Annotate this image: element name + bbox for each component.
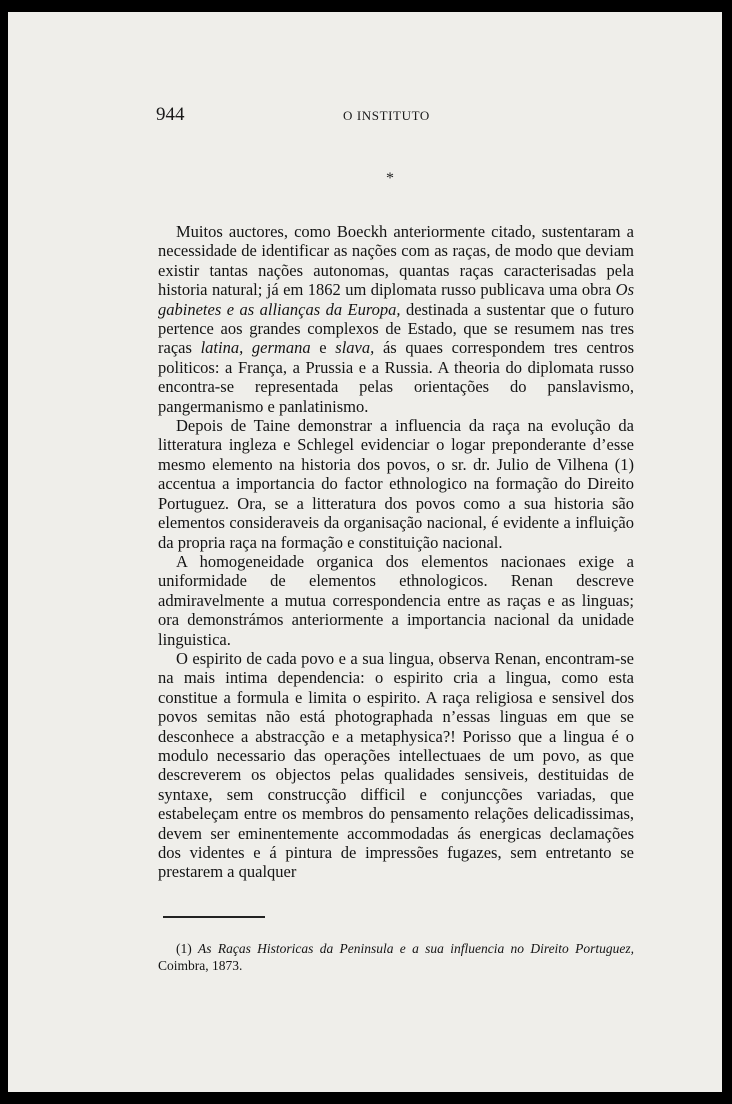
paragraph — [158, 649, 634, 882]
body-text — [158, 222, 634, 882]
italic-text: Os gabinetes e as allianças da Europa, — [158, 280, 634, 319]
text-run: destinada a sustentar que o futuro pertence aos grandes complexos de Estado, que se resumem nas tres raças — [158, 299, 634, 358]
paragraph — [158, 222, 634, 416]
footnote — [158, 940, 634, 974]
text-run: Muitos auctores, como Boeckh anteriormente citado, sustentaram a necessidade de identificar as nações com as raças, de modo que deviam existir tantas nações autonomas, quantas raças caracterisadas pela historia natural; já em 1862 um diplomata russo publicava uma obra — [158, 222, 634, 300]
book-page — [8, 12, 722, 1092]
text-run: e — [310, 338, 336, 358]
footnote-divider — [163, 916, 265, 918]
paragraph — [158, 552, 634, 649]
page-number: 944 — [156, 104, 185, 125]
text-run: Depois de Taine demonstrar a influencia da raça na evolução da litteratura ingleza e Schlegel evidenciar o logar preponderante d’esse mesmo elemento na historia dos povos, o sr. dr. Julio de Vilhena (1) accentua a importancia do factor ethnologico na formação do Direito Portuguez. Ora, se a litteratura dos povos como a sua historia são elementos consideraveis da organisação nacional, é evidente a influição da propria raça na formação e constituição nacional. — [158, 416, 634, 552]
text-run: (1) — [176, 941, 199, 956]
paragraph — [158, 416, 634, 552]
running-title: O INSTITUTO — [343, 108, 430, 123]
italic-text: slava, — [335, 338, 375, 358]
section-asterisk: * — [386, 170, 394, 187]
text-run: A homogeneidade organica dos elementos nacionaes exige a uniformidade de elementos ethnologicos. Renan descreve admiravelmente a mutua correspondencia entre as raças e as linguas; ora demonstrámos anteriormente a importancia nacional da unidade linguistica. — [158, 551, 634, 649]
text-run: O espirito de cada povo e a sua lingua, observa Renan, encontram-se na mais intima dependencia: o espirito cria a lingua, como esta constitue a formula e limita o espirito. A raça religiosa e sensivel dos povos semitas não está photographada n’essas linguas em que se desconhece a abstracção e a metaphysica?! Porisso que a lingua é o modulo necessario das operações intellectuaes de um povo, as que descreverem os objectos pelas qualidades sensiveis, destituidas de syntaxe, sem construcção difficil e conjuncções variadas, que estabeleçam entre os membros do pensamento relações delicadissimas, devem ser eminentemente accommodadas ás energicas declamações dos videntes e á pintura de impressões fugazes, sem entretanto se prestarem a qualquer — [158, 648, 634, 882]
italic-text: latina, germana — [200, 338, 311, 358]
text-run: Coimbra, 1873. — [158, 958, 243, 973]
text-run: ás quaes correspondem tres centros politicos: a França, a Prussia e a Russia. A theoria do diplomata russo encontra-se representada pelas orientações do panslavismo, pangermanismo e panlatinismo. — [158, 338, 634, 416]
italic-text: As Raças Historicas da Peninsula e a sua influencia no Direito Portuguez, — [198, 941, 634, 956]
